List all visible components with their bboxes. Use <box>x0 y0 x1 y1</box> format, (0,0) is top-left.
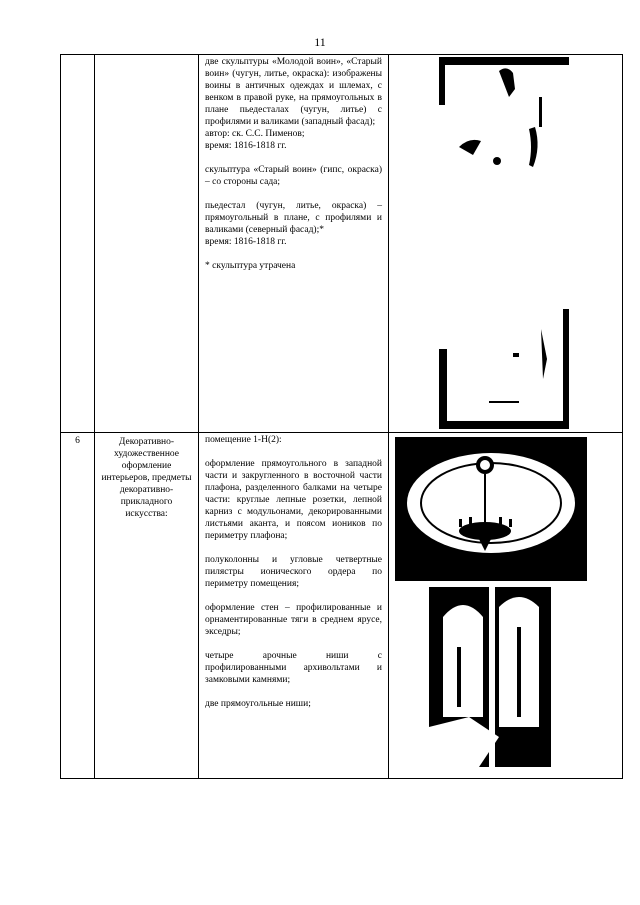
statue-photo-young-warrior <box>439 57 569 181</box>
description-paragraph: автор: ск. С.С. Пименов; <box>205 129 305 139</box>
description-paragraph: помещение 1-Н(2): <box>205 435 282 445</box>
description-paragraph: полуколонны и угловые четвертные пилястры ионического ордера по периметру помещения; <box>205 555 382 589</box>
table-row <box>61 433 623 779</box>
ceiling-chandelier-photo <box>395 437 587 581</box>
description-paragraph: две скульптуры «Молодой воин», «Старый воин» (чугун, литье, окраска): изображены воины в античных одеждах и шлемах, с венком в правой руке, на прямоугольных в плане пьедесталах (чугун, литье) с профилями и валиками (западный фасад); <box>205 57 382 127</box>
description-paragraph: скульптура «Старый воин» (гипс, окраска) – со стороны сада; <box>205 165 382 187</box>
description-paragraph: оформление стен – профилированные и орнаментированные тяги в среднем ярусе, экседры; <box>205 603 382 637</box>
row-description <box>199 433 389 779</box>
row-number: 6 <box>61 433 95 779</box>
description-paragraph: оформление прямоугольного в западной части и закругленного в восточной части плафона, разделенного балками на четыре части: круглые лепные розетки, лепной карниз с модульонами, декорированными листьями аканта, и поясом иоников по периметру плафона; <box>205 459 382 541</box>
row-description <box>199 55 389 433</box>
description-paragraph: время: 1816-1818 гг. <box>205 141 287 151</box>
interior-wall-photo <box>429 587 551 767</box>
row-category <box>95 55 199 433</box>
row-photos <box>389 433 623 779</box>
description-paragraph: две прямоугольные ниши; <box>205 699 311 709</box>
description-paragraph: пьедестал (чугун, литье, окраска) – прямоугольный в плане, с профилями и валиками (северный фасад);* <box>205 201 382 235</box>
description-paragraph: * скульптура утрачена <box>205 261 296 271</box>
row-category: Декоративно-художественное оформление интерьеров, предметы декоративно-прикладного искусства: <box>95 433 199 779</box>
pedestal-photo <box>439 309 569 429</box>
monument-table <box>60 54 623 779</box>
description-paragraph: время: 1816-1818 гг. <box>205 237 287 247</box>
page-number: 11 <box>314 35 326 49</box>
row-number <box>61 55 95 433</box>
row-photos <box>389 55 623 433</box>
table-row <box>61 55 623 433</box>
description-paragraph: четыре арочные ниши с профилированными архивольтами и замковыми камнями; <box>205 651 382 685</box>
